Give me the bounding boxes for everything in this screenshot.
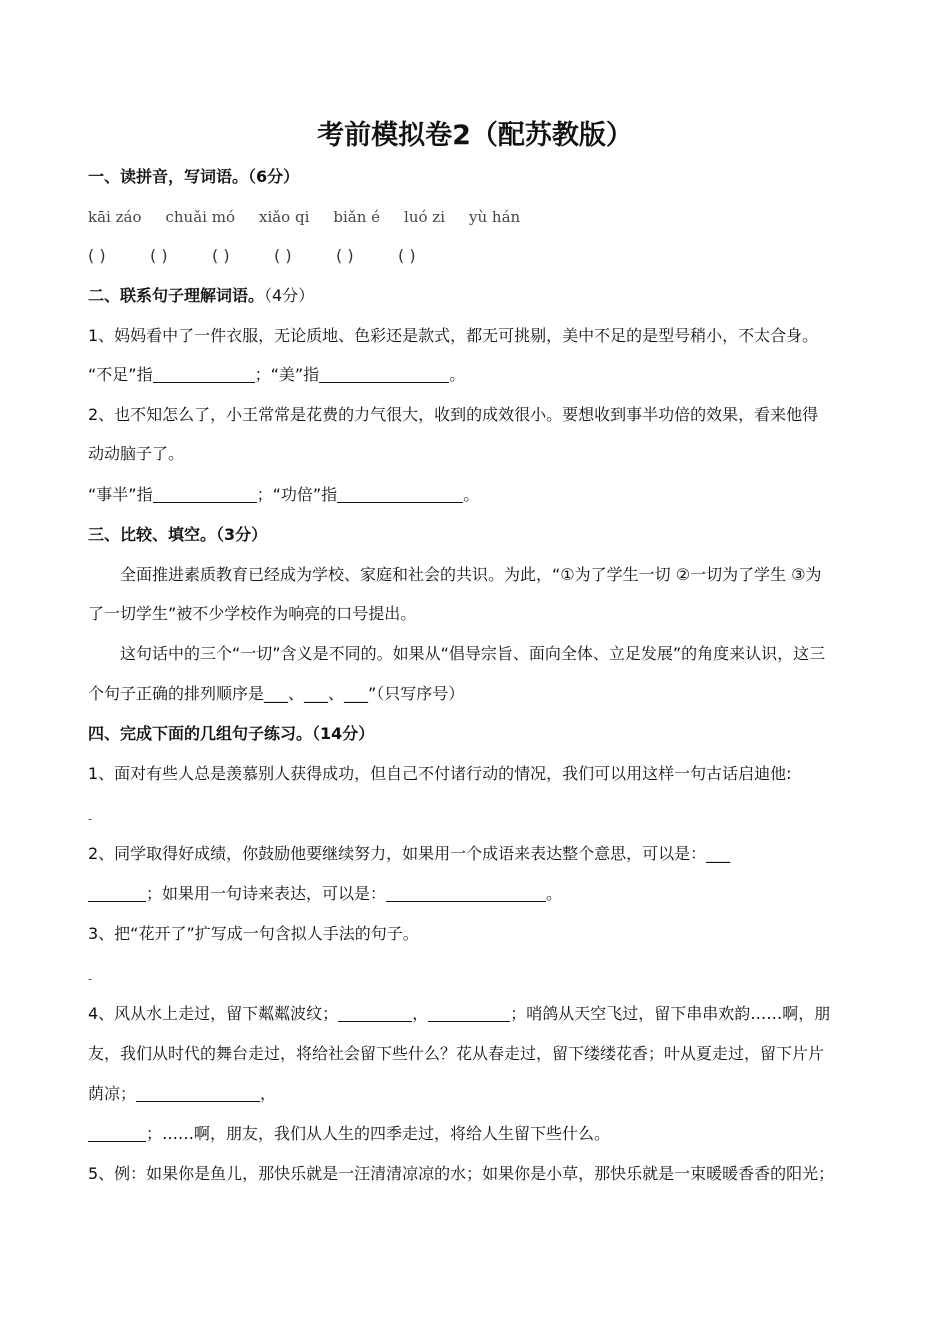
sec2-question-2-line-2: 动动脑子了。 [88,444,185,463]
answer-blank[interactable] [136,1085,260,1102]
pinyin-item: biǎn é [333,208,381,226]
section-3-heading [88,524,267,546]
answer-blank[interactable] [319,366,449,383]
sec3-paragraph-1-line-2: 了一切学生”被不少学校作为响亮的口号提出。 [88,604,417,623]
question-text: 荫凉； [88,1084,137,1103]
sec4-question-4-line-4 [88,1123,610,1145]
page-title: 考前模拟卷2（配苏教版） [317,120,633,151]
sec3-paragraph-2-line-2: 个句子正确的排列顺序是___、___、___”（只写序号） [88,684,465,703]
sec3-paragraph-2-line-1: 这句话中的三个“一切”含义是不同的。如果从“倡导宗旨、面向全体、立足发展”的角度来认识，这三 [120,644,826,663]
answer-box[interactable]: ( ) [150,246,168,265]
answer-parens-row [88,245,460,267]
answer-box[interactable]: ( ) [274,246,292,265]
punctuation: ， [260,1084,277,1103]
sec4-question-1: 1、面对有些人总是羡慕别人获得成功，但自己不付诸行动的情况，我们可以用这样一句古话启迪他: [88,764,792,783]
answer-box[interactable]: ( ) [212,246,230,265]
section-heading-text: 二、联系句子理解词语。 [88,286,265,305]
section-heading-text: 三、比较、填空。 [88,525,217,544]
pinyin-item: chuǎi mó [165,208,235,226]
answer-blank[interactable] [153,486,257,503]
section-heading-text: 四、完成下面的几组句子练习。 [88,724,313,743]
sec4-question-5: 5、例：如果你是鱼儿，那快乐就是一汪清清凉凉的水；如果你是小草，那快乐就是一束暖暖香香的阳光； [88,1164,835,1183]
punctuation: 。 [449,365,466,384]
answer-box[interactable]: ( ) [336,246,354,265]
answer-blank[interactable] [88,1125,146,1142]
sec4-question-2-line-2 [88,883,562,905]
answer-blank[interactable] [338,1005,412,1022]
section-1-heading [88,166,299,188]
question-text: ；……啊，朋友，我们从人生的四季走过，将给人生留下些什么。 [146,1124,611,1143]
answer-blank[interactable] [88,885,146,902]
section-4-heading [88,723,374,745]
answer-blank[interactable] [386,885,546,902]
pinyin-item: luó zi [404,208,446,226]
answer-line-marker: - [88,812,93,826]
sec2-question-1: 1、妈妈看中了一件衣服，无论质地、色彩还是款式，都无可挑剔，美中不足的是型号稍小，不太合身。 [88,326,819,345]
sec2-answer-line-2 [88,484,479,506]
punctuation: 。 [546,884,563,903]
section-points: （6分） [248,167,300,186]
question-text: ；如果用一句诗来表达，可以是： [146,884,387,903]
answer-label: ；“功倍”指 [256,485,338,504]
section-points: （3分） [216,525,268,544]
punctuation: 。 [463,485,480,504]
answer-label: “不足”指 [88,365,153,384]
punctuation: ， [412,1004,429,1023]
answer-label: “事半”指 [88,485,153,504]
sec4-question-2-line-1: 2、同学取得好成绩，你鼓励他要继续努力，如果用一个成语来表达整个意思，可以是：___ [88,844,731,863]
sec2-answer-line-1 [88,364,465,386]
sec2-question-2-line-1: 2、也不知怎么了，小王常常是花费的力气很大，收到的成效很小。要想收到事半功倍的效果，看来他得 [88,405,819,424]
answer-blank[interactable] [153,366,255,383]
sec4-question-4-line-3 [88,1083,276,1105]
question-text: ；哨鸽从天空飞过，留下串串欢韵……啊，朋 [510,1004,831,1023]
section-2-heading [88,285,314,307]
pinyin-item: kāi záo [88,208,142,226]
answer-blank[interactable] [337,486,463,503]
answer-box[interactable]: ( ) [398,246,416,265]
pinyin-item: yù hán [469,208,521,226]
sec3-paragraph-1-line-1: 全面推进素质教育已经成为学校、家庭和社会的共识。为此，“①为了学生一切 ②一切为了学生 ③为 [120,565,822,584]
sec4-question-4-line-2: 友，我们从时代的舞台走过，将给社会留下些什么？花从春走过，留下缕缕花香；叶从夏走过，留下片片 [88,1044,825,1063]
pinyin-item: xiǎo qi [258,208,310,226]
section-points: （4分） [264,286,315,305]
question-text: 4、风从水上走过，留下粼粼波纹； [88,1004,339,1023]
answer-label: ；“美”指 [254,365,320,384]
section-heading-text: 一、读拼音，写词语。 [88,167,249,186]
sec4-question-3: 3、把“花开了”扩写成一句含拟人手法的句子。 [88,924,419,943]
answer-box[interactable]: ( ) [88,246,106,265]
pinyin-row [88,206,544,228]
section-points: （14分） [312,724,375,743]
answer-line-marker: - [88,972,93,986]
sec4-question-4-line-1 [88,1003,830,1025]
answer-blank[interactable] [428,1005,510,1022]
